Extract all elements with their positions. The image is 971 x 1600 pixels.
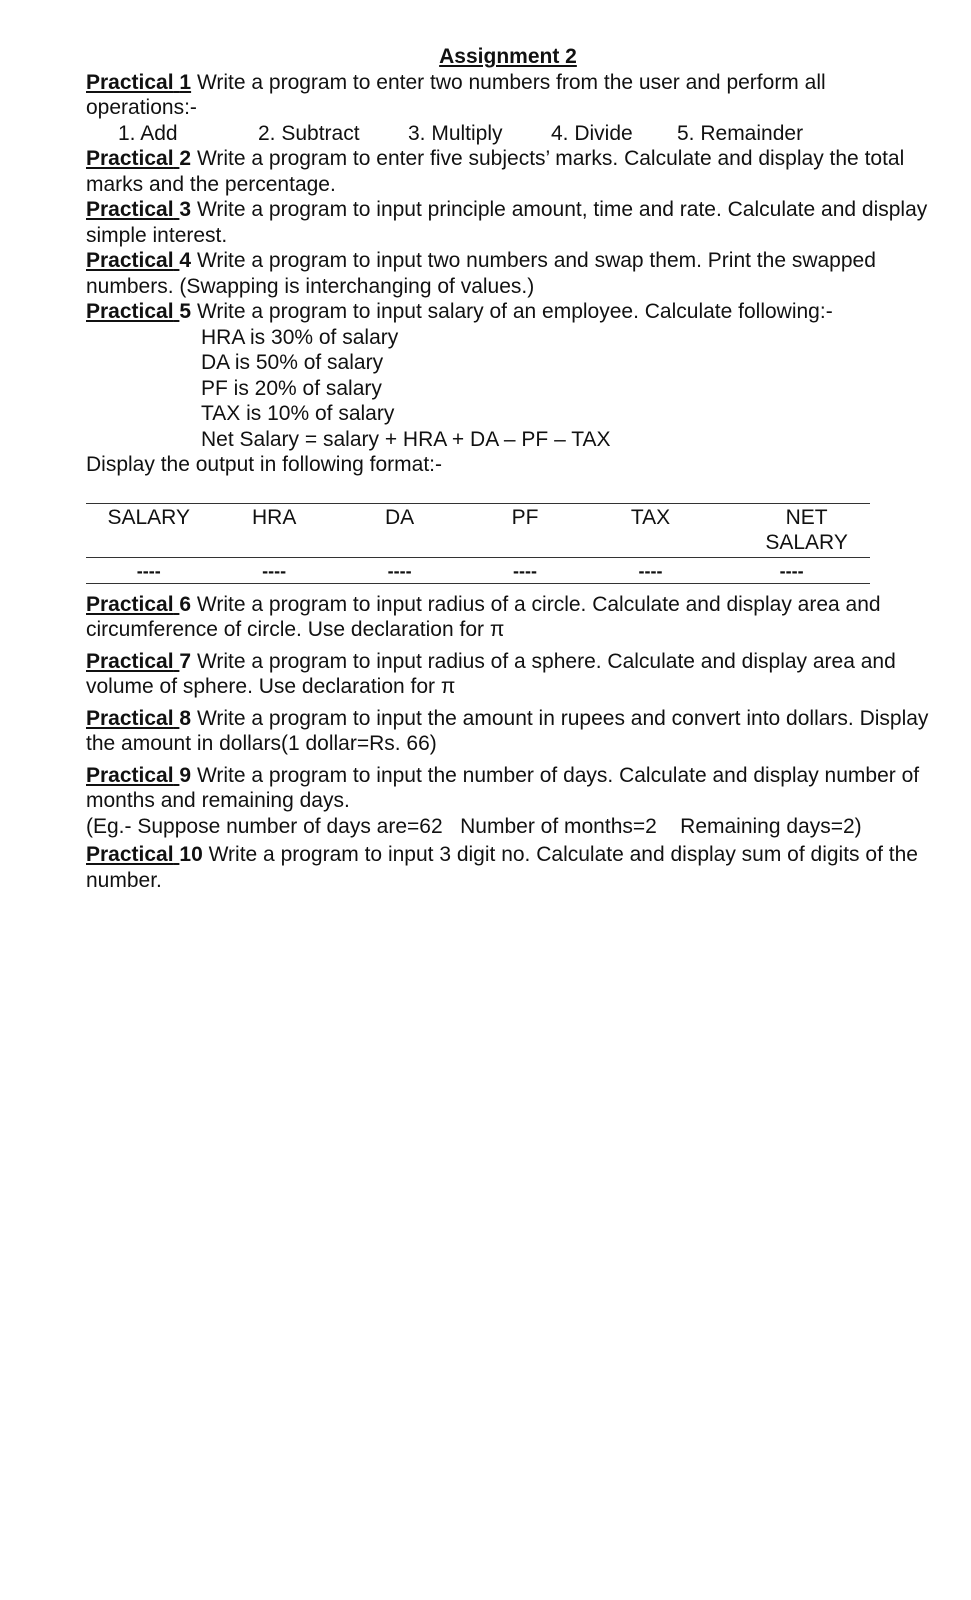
practical-number: 2 bbox=[179, 147, 192, 170]
practical-text: Write a program to input radius of a circle. Calculate and display area and circumference of circle. Use declaration for π bbox=[86, 592, 881, 641]
column-header: TAX bbox=[588, 503, 713, 557]
table-cell: ---- bbox=[211, 557, 336, 583]
rule-da: DA is 50% of salary bbox=[201, 351, 384, 374]
display-instruction: Display the output in following format:- bbox=[86, 453, 443, 476]
operation-item: 5. Remainder bbox=[677, 121, 804, 145]
practical-label: Practical bbox=[86, 592, 174, 616]
column-header: SALARY bbox=[86, 503, 211, 557]
practical-number: 1 bbox=[179, 70, 192, 94]
practical-label: Practical bbox=[86, 706, 174, 730]
practical-label: Practical bbox=[86, 147, 174, 170]
practical-number: 6 bbox=[179, 592, 192, 616]
rule-net-salary: Net Salary = salary + HRA + DA – PF – TAX bbox=[201, 427, 611, 451]
table-header-row bbox=[86, 503, 870, 557]
rule-hra: HRA is 30% of salary bbox=[201, 325, 399, 349]
practical-text: Write a program to input principle amount, time and rate. Calculate and display simple interest. bbox=[86, 198, 928, 247]
output-format-table bbox=[86, 503, 870, 584]
practical-text: Write a program to input radius of a sphere. Calculate and display area and volume of sphere. Use declaration for π bbox=[86, 649, 896, 698]
practical-6 bbox=[86, 592, 936, 643]
practical-text: Write a program to input 3 digit no. Calculate and display sum of digits of the number. bbox=[86, 843, 918, 892]
practical-5 bbox=[86, 299, 936, 325]
practical-label: Practical bbox=[86, 70, 174, 94]
document-page bbox=[86, 44, 936, 893]
practical-2 bbox=[86, 146, 936, 197]
practical-label: Practical bbox=[86, 649, 174, 673]
column-header: PF bbox=[462, 503, 587, 557]
practical-number: 7 bbox=[179, 649, 192, 673]
practical-3 bbox=[86, 197, 936, 248]
practical-number: 9 bbox=[179, 763, 192, 787]
column-header: DA bbox=[337, 503, 462, 557]
operation-item: 4. Divide bbox=[551, 121, 633, 145]
practical-text: Write a program to input the amount in rupees and convert into dollars. Display the amount in dollars(1 dollar=Rs. 66) bbox=[86, 706, 929, 755]
practical-number: 4 bbox=[179, 249, 192, 272]
practical-1 bbox=[86, 70, 936, 121]
practical-text: Write a program to input the number of days. Calculate and display number of months and remaining days. bbox=[86, 763, 920, 812]
practical-text: Write a program to input salary of an employee. Calculate following:- bbox=[196, 300, 833, 323]
table-cell: ---- bbox=[86, 557, 211, 583]
practical-text: Write a program to input two numbers and swap them. Print the swapped numbers. (Swapping is interchanging of values.) bbox=[86, 249, 876, 298]
salary-rules bbox=[86, 325, 936, 453]
table-cell: ---- bbox=[337, 557, 462, 583]
practical-label: Practical bbox=[86, 249, 174, 272]
practical-8 bbox=[86, 706, 936, 757]
practical-label: Practical bbox=[86, 763, 174, 787]
practical-text: Write a program to enter five subjects’ marks. Calculate and display the total marks and the percentage. bbox=[86, 147, 905, 196]
rule-tax: TAX is 10% of salary bbox=[201, 402, 395, 425]
operation-item: 2. Subtract bbox=[258, 121, 360, 145]
table-cell: ---- bbox=[462, 557, 587, 583]
table-cell: ---- bbox=[588, 557, 713, 583]
practical-number: 10 bbox=[179, 843, 203, 866]
practical-10 bbox=[86, 842, 936, 893]
column-header: NET SALARY bbox=[713, 503, 870, 557]
practical-9 bbox=[86, 763, 936, 814]
page-title: Assignment 2 bbox=[439, 45, 577, 68]
operation-item: 1. Add bbox=[118, 121, 178, 145]
table-cell: ---- bbox=[713, 557, 870, 583]
practical-text: Write a program to enter two numbers from the user and perform all operations:- bbox=[86, 70, 826, 119]
table-row bbox=[86, 557, 870, 583]
practical-number: 8 bbox=[179, 706, 192, 730]
practical-number: 3 bbox=[179, 198, 192, 221]
rule-pf: PF is 20% of salary bbox=[201, 376, 382, 400]
column-header: HRA bbox=[211, 503, 336, 557]
operation-item: 3. Multiply bbox=[408, 121, 503, 145]
practical-label: Practical bbox=[86, 300, 174, 323]
practical-7 bbox=[86, 649, 936, 700]
practical-number: 5 bbox=[179, 300, 192, 323]
practical-4 bbox=[86, 248, 936, 299]
practical-9-example: (Eg.- Suppose number of days are=62 Number of months=2 Remaining days=2) bbox=[86, 814, 862, 838]
practical-label: Practical bbox=[86, 843, 174, 866]
practical-label: Practical bbox=[86, 198, 174, 221]
operations-list bbox=[86, 121, 936, 147]
